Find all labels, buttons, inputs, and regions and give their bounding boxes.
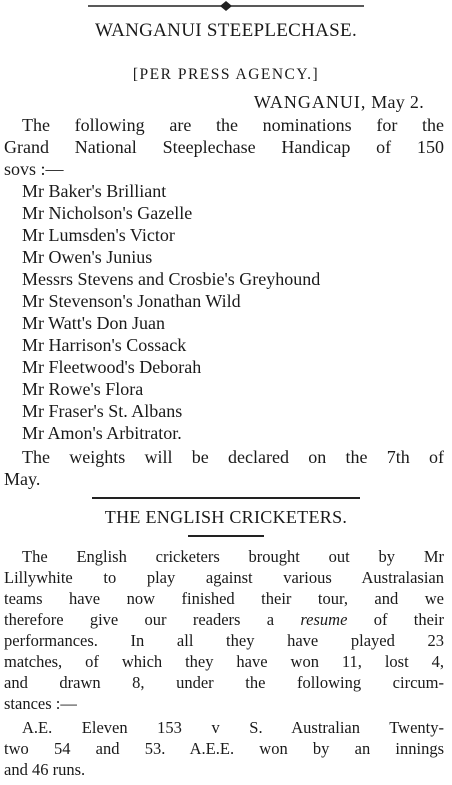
nomination-item: Mr Nicholson's Gazelle bbox=[22, 203, 193, 223]
article1-heading: WANGANUI STEEPLECHASE. bbox=[94, 20, 358, 41]
nomination-item: Mr Baker's Brilliant bbox=[22, 181, 167, 201]
nomination-item: Mr Owen's Junius bbox=[22, 247, 153, 267]
section-divider bbox=[92, 497, 360, 499]
paragraph-line: teams have now finished their tour, and we bbox=[4, 589, 444, 608]
nomination-item: Mr Fraser's St. Albans bbox=[22, 401, 183, 421]
nomination-item: Mr Lumsden's Victor bbox=[22, 225, 175, 245]
nomination-item: Messrs Stevens and Crosbie's Greyhound bbox=[22, 269, 321, 289]
paragraph-line: therefore give our readers a resume of their bbox=[4, 610, 444, 629]
paragraph-line: A.E. Eleven 153 v S. Australian Twenty- bbox=[22, 718, 444, 737]
nomination-item: Mr Rowe's Flora bbox=[22, 379, 144, 399]
press-agency-line: [PER PRESS AGENCY.] bbox=[132, 66, 320, 83]
paragraph-line: Lillywhite to play against various Australasian bbox=[4, 568, 444, 587]
paragraph-line: matches, of which they have won 11, lost 4, bbox=[4, 652, 444, 671]
dateline bbox=[254, 92, 424, 113]
paragraph-line: performances. In all they have played 23 bbox=[4, 631, 444, 650]
closing-line: May. bbox=[4, 469, 41, 489]
paragraph-line: The English cricketers brought out by Mr bbox=[22, 547, 444, 566]
heading-underline bbox=[188, 535, 264, 537]
paragraph-line: and 46 runs. bbox=[4, 760, 86, 779]
paragraph-line: stances :— bbox=[4, 694, 77, 713]
intro-line: The following are the nominations for the bbox=[22, 115, 444, 135]
article2-heading: THE ENGLISH CRICKETERS. bbox=[104, 507, 348, 527]
dateline-place: WANGANUI, bbox=[253, 92, 367, 112]
nomination-item: Mr Amon's Arbitrator. bbox=[22, 423, 182, 443]
paragraph-line: two 54 and 53. A.E.E. won by an innings bbox=[4, 739, 444, 758]
intro-line: Grand National Steeplechase Handicap of 150 bbox=[4, 137, 444, 157]
nomination-item: Mr Harrison's Cossack bbox=[22, 335, 187, 355]
intro-line: sovs :— bbox=[4, 159, 64, 179]
paragraph-line: and drawn 8, under the following circum- bbox=[4, 673, 444, 692]
nomination-item: Mr Watt's Don Juan bbox=[22, 313, 165, 333]
dateline-date: May 2. bbox=[371, 92, 424, 112]
top-ornament-rule bbox=[0, 0, 452, 14]
closing-line: The weights will be declared on the 7th of bbox=[22, 447, 444, 467]
nomination-item: Mr Stevenson's Jonathan Wild bbox=[22, 291, 241, 311]
nomination-item: Mr Fleetwood's Deborah bbox=[22, 357, 202, 377]
